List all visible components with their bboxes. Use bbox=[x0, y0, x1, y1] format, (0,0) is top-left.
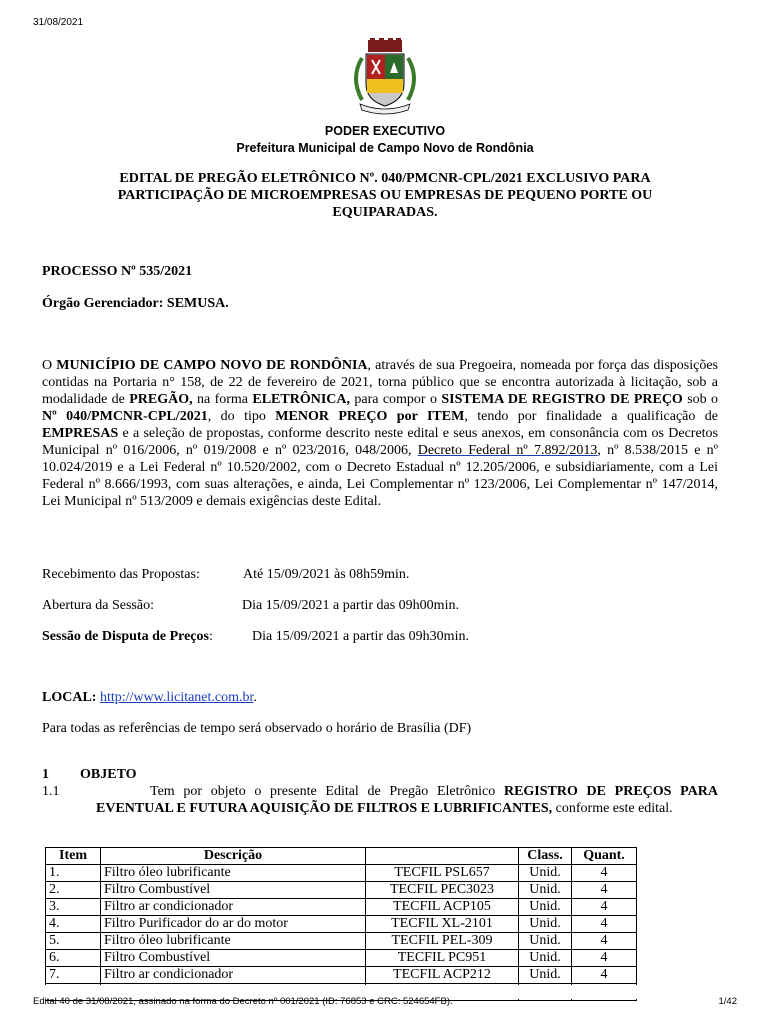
receipt-value: Até 15/09/2021 às 08h59min. bbox=[243, 567, 410, 582]
cell-reference: TECFIL PEL-309 bbox=[366, 933, 519, 950]
header-class: Class. bbox=[519, 848, 572, 865]
cell-item: 6. bbox=[46, 950, 101, 967]
cell-description: Filtro Purificador do ar do motor bbox=[101, 916, 366, 933]
object-text: conforme este edital. bbox=[552, 801, 673, 816]
managing-body: Órgão Gerenciador: SEMUSA. bbox=[42, 296, 229, 311]
header-power: PODER EXECUTIVO bbox=[324, 124, 446, 138]
cell-class: Unid. bbox=[519, 967, 572, 984]
intro-text: , nº 8.538/2015 e nº 10.024/2019 e a Lei Federal nº 10.520/2002, com o Decreto Estadual nº 12.205/2006, e subsidiariamente, com a Lei Federal nº 8.666/1993, com suas alterações, e ainda, Lei Complementar nº 123/2006, Lei Complementar nº 147/2014, Lei Municipal nº 513/2009 e demais exigências deste Edital. bbox=[42, 443, 718, 509]
intro-text: , tendo por finalidade a qualificação de bbox=[464, 409, 718, 424]
cell-description: Filtro ar condicionador bbox=[101, 967, 366, 984]
opening-label: Abertura da Sessão: bbox=[42, 598, 154, 613]
cell-class: Unid. bbox=[519, 950, 572, 967]
intro-bold: SISTEMA DE REGISTRO DE PREÇO bbox=[441, 392, 683, 407]
edital-title-line-1: EDITAL DE PREGÃO ELETRÔNICO Nº. 040/PMCNR-CPL/2021 EXCLUSIVO PARA bbox=[119, 171, 651, 186]
cell-quantity: 4 bbox=[572, 916, 637, 933]
dispute-label bbox=[42, 628, 213, 645]
cell-class: Unid. bbox=[519, 899, 572, 916]
intro-text: , através de sua Pregoeira, nomeada por força das disposições contidas na Portaria n° 158, de 22 de fevereiro de 2021, torna público que se encontra autorizada à licitação, sob a modalidade de bbox=[42, 358, 718, 407]
edital-title-line-2: PARTICIPAÇÃO DE MICROEMPRESAS OU EMPRESAS DE PEQUENO PORTE OU bbox=[117, 188, 653, 203]
cell-item: 1. bbox=[46, 865, 101, 882]
cell-class: Unid. bbox=[519, 916, 572, 933]
intro-bold: PREGÃO, bbox=[129, 392, 193, 407]
object-text: Tem por objeto o presente Edital de Pregão Eletrônico bbox=[150, 784, 504, 799]
edital-title bbox=[80, 170, 690, 221]
intro-bold: ELETRÔNICA, bbox=[252, 392, 351, 407]
table-header-row bbox=[46, 848, 637, 865]
cell-reference: TECFIL PEC3023 bbox=[366, 882, 519, 899]
cell-reference: TECFIL PC951 bbox=[366, 950, 519, 967]
dispute-label-text: Sessão de Disputa de Preços bbox=[42, 629, 209, 644]
location-period: . bbox=[253, 690, 257, 705]
items-table bbox=[45, 847, 637, 1001]
municipal-coat-of-arms bbox=[342, 38, 428, 118]
header-reference bbox=[366, 848, 519, 865]
opening-value: Dia 15/09/2021 a partir das 09h00min. bbox=[242, 598, 459, 613]
time-reference-note: Para todas as referências de tempo será observado o horário de Brasília (DF) bbox=[42, 721, 472, 736]
federal-decree-reference: Decreto Federal nº 7.892/2013 bbox=[417, 443, 598, 458]
table-row bbox=[46, 865, 637, 882]
intro-text: na forma bbox=[192, 392, 253, 407]
print-date: 31/08/2021 bbox=[33, 17, 84, 28]
table-row bbox=[46, 950, 637, 967]
intro-bold: MUNICÍPIO DE CAMPO NOVO DE RONDÔNIA bbox=[56, 358, 368, 373]
cell-description: Filtro óleo lubrificante bbox=[101, 865, 366, 882]
cell-reference: TECFIL PSL657 bbox=[366, 865, 519, 882]
table-row bbox=[46, 882, 637, 899]
intro-paragraph bbox=[42, 357, 718, 510]
header-quantity: Quant. bbox=[572, 848, 637, 865]
dispute-value: Dia 15/09/2021 a partir das 09h30min. bbox=[252, 629, 469, 644]
table-row bbox=[46, 899, 637, 916]
intro-text: e a seleção de propostas, conforme descrito neste edital e seus anexos, em consonância com os Decretos Municipal nº 016/2006, nº 019/2008 e nº 023/2016, 048/2006, bbox=[42, 426, 718, 458]
intro-text: para compor o bbox=[350, 392, 442, 407]
cell-class: Unid. bbox=[519, 933, 572, 950]
cell-reference: TECFIL ACP212 bbox=[366, 967, 519, 984]
process-number: PROCESSO Nº 535/2021 bbox=[42, 264, 193, 279]
cell-quantity: 4 bbox=[572, 865, 637, 882]
page-number: 1/42 bbox=[718, 996, 737, 1007]
section-1-title: OBJETO bbox=[80, 767, 137, 782]
cell-quantity: 4 bbox=[572, 899, 637, 916]
intro-bold: Nº 040/PMCNR-CPL/2021 bbox=[42, 409, 208, 424]
cell-item: 3. bbox=[46, 899, 101, 916]
cell-reference: TECFIL XL-2101 bbox=[366, 916, 519, 933]
location-label: LOCAL: bbox=[42, 690, 97, 705]
cell-quantity: 4 bbox=[572, 882, 637, 899]
section-1-number: 1 bbox=[42, 767, 49, 782]
intro-bold: MENOR PREÇO por ITEM bbox=[275, 409, 465, 424]
table-row bbox=[46, 967, 637, 984]
licitanet-link[interactable]: http://www.licitanet.com.br bbox=[99, 690, 254, 705]
cell-item: 7. bbox=[46, 967, 101, 984]
intro-text: O bbox=[42, 358, 57, 373]
cell-class: Unid. bbox=[519, 882, 572, 899]
cell-description: Filtro Combustível bbox=[101, 950, 366, 967]
receipt-label: Recebimento das Propostas: bbox=[42, 567, 200, 582]
header-description: Descrição bbox=[101, 848, 366, 865]
intro-text: sob o bbox=[682, 392, 718, 407]
edital-title-line-3: EQUIPARADAS. bbox=[332, 205, 438, 220]
table-row bbox=[46, 916, 637, 933]
cell-description: Filtro óleo lubrificante bbox=[101, 933, 366, 950]
cell-class: Unid. bbox=[519, 865, 572, 882]
cell-item: 4. bbox=[46, 916, 101, 933]
dispute-label-colon: : bbox=[208, 629, 213, 644]
footer-signature-note: Edital 40 de 31/08/2021, assinado na forma do Decreto nº 001/2021 (ID: 76853 e CRC: 524654FB). bbox=[33, 996, 453, 1007]
cell-description: Filtro Combustível bbox=[101, 882, 366, 899]
cell-quantity: 4 bbox=[572, 967, 637, 984]
intro-text: , do tipo bbox=[207, 409, 276, 424]
subsection-1-1-text bbox=[96, 783, 718, 817]
cell-quantity: 4 bbox=[572, 933, 637, 950]
cell-description: Filtro ar condicionador bbox=[101, 899, 366, 916]
header-item: Item bbox=[46, 848, 101, 865]
location-line bbox=[42, 689, 257, 706]
header-municipality: Prefeitura Municipal de Campo Novo de Rondônia bbox=[236, 141, 534, 155]
cell-item: 2. bbox=[46, 882, 101, 899]
object-bold: REGISTRO DE PREÇOS PARA EVENTUAL E FUTURA AQUISIÇÃO DE FILTROS E LUBRIFICANTES, bbox=[96, 784, 718, 816]
cell-item: 5. bbox=[46, 933, 101, 950]
intro-bold: EMPRESAS bbox=[42, 426, 119, 441]
cell-reference: TECFIL ACP105 bbox=[366, 899, 519, 916]
cell-quantity: 4 bbox=[572, 950, 637, 967]
subsection-1-1-number: 1.1 bbox=[42, 784, 60, 799]
table-row bbox=[46, 933, 637, 950]
